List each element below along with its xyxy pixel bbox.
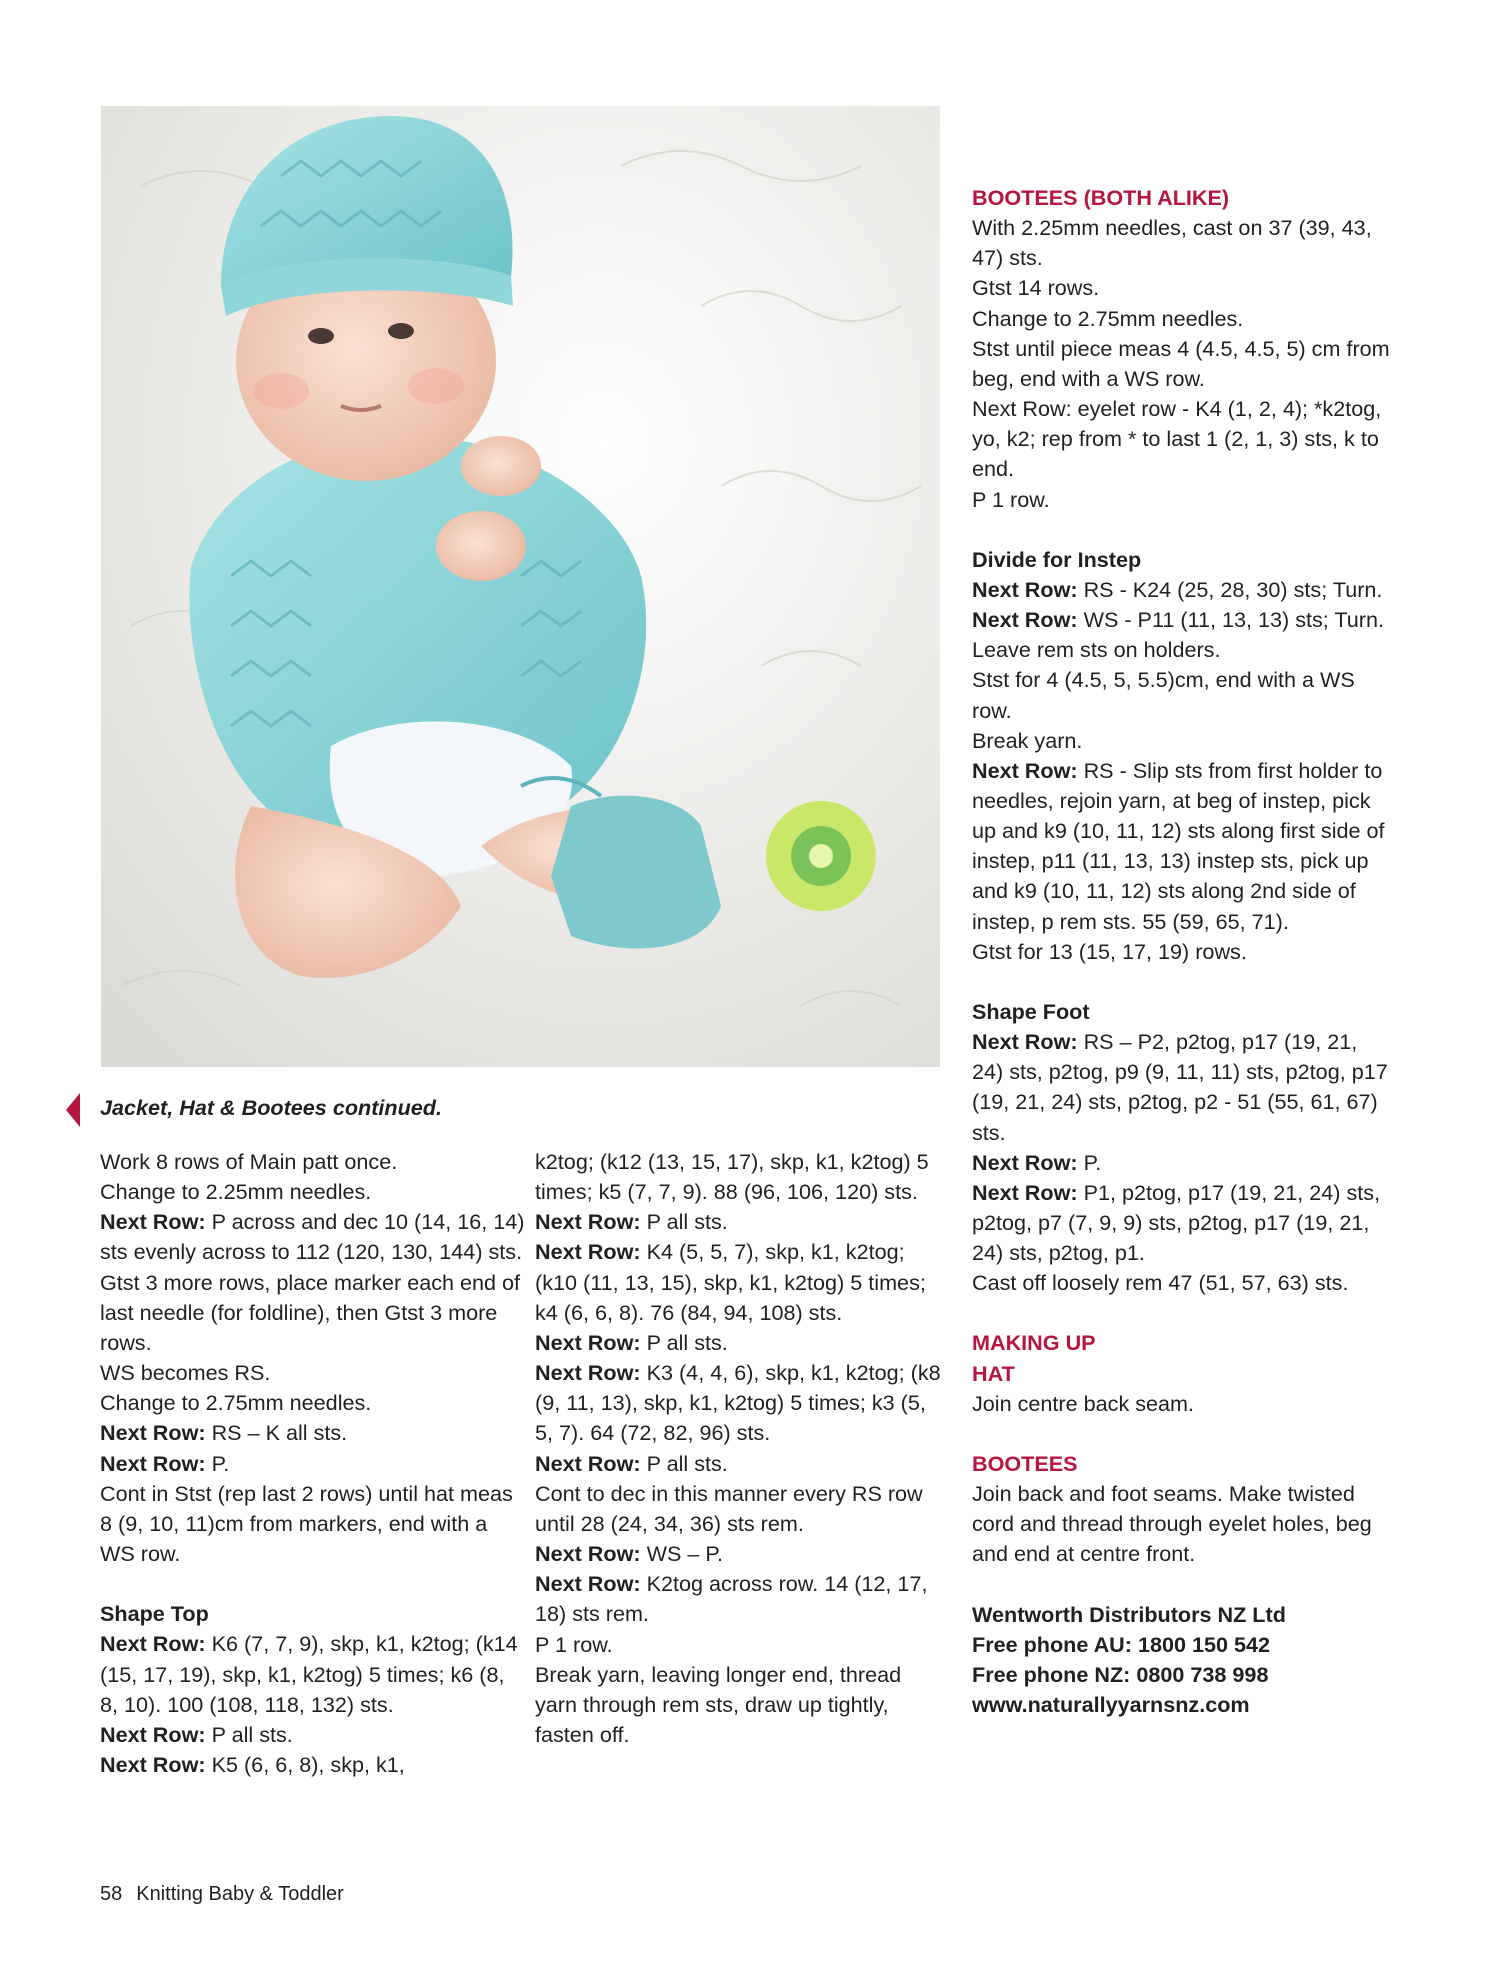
row-text: K3 (4, 4, 6), skp, k1, k2tog; (k8 (9, 11, 13), skp, k1, k2tog) 5 times; k3 (5, 5, 7). 64 (72, 82, 96) sts. [535,1360,941,1446]
instruction-row [535,1539,945,1569]
text-line: Change to 2.75mm needles. [972,305,1244,331]
column-1 [100,1147,525,1780]
row-text: P all sts. [205,1721,293,1747]
text-line: Gtst 3 more rows, place marker each end of last needle (for foldline), then Gtst 3 more rows. [100,1269,521,1355]
text-line: Next Row: eyelet row - K4 (1, 2, 4); *k2tog, yo, k2; rep from * to last 1 (2, 1, 3) sts, k to end. [972,396,1382,482]
row-text: RS – K all sts. [205,1420,348,1446]
instruction-row [100,1449,525,1479]
baby-illustration [101,106,940,1067]
row-label: Next Row: [100,1209,206,1235]
row-text: P all sts. [640,1209,728,1235]
row-label: Next Row: [972,1179,1078,1205]
row-text: WS – P. [640,1541,723,1567]
section-heading-making-up: MAKING UP [972,1330,1096,1356]
phone-nz: Free phone NZ: 0800 738 998 [972,1661,1269,1687]
row-label: Next Row: [535,1239,641,1265]
instruction-row [100,1207,525,1267]
row-text: P. [205,1450,230,1476]
text-line: Gtst for 13 (15, 17, 19) rows. [972,938,1247,964]
row-label: Next Row: [535,1329,641,1355]
instruction-row [972,605,1392,665]
page-footer [100,1880,344,1908]
row-label: Next Row: [535,1541,641,1567]
instruction-row [535,1237,945,1327]
section-heading-hat: HAT [972,1360,1015,1386]
row-label: Next Row: [100,1631,206,1657]
row-label: Next Row: [972,1029,1078,1055]
row-text: K4 (5, 5, 7), skp, k1, k2tog; (k10 (11, 13, 15), skp, k1, k2tog) 5 times; k4 (6, 6, 8). 76 (84, 94, 108) sts. [535,1239,926,1325]
row-text: P all sts. [640,1329,728,1355]
row-text: WS - P11 (11, 13, 13) sts; Turn. Leave rem sts on holders. [972,607,1385,663]
text-line: Stst for 4 (4.5, 5, 5.5)cm, end with a WS row. [972,667,1355,723]
text-line: With 2.25mm needles, cast on 37 (39, 43, 47) sts. [972,215,1372,271]
continued-title: Jacket, Hat & Bootees continued. [100,1095,442,1120]
text-line: Join centre back seam. [972,1390,1195,1416]
row-label: Next Row: [972,576,1078,602]
row-label: Next Row: [535,1209,641,1235]
row-label: Next Row: [100,1450,206,1476]
instruction-row [535,1328,945,1358]
row-text: K6 (7, 7, 9), skp, k1, k2tog; (k14 (15, 17, 19), skp, k1, k2tog) 5 times; k6 (8, 8, 10). 100 (108, 118, 132) sts. [100,1631,518,1717]
phone-au: Free phone AU: 1800 150 542 [972,1631,1271,1657]
text-line: k2tog; (k12 (13, 15, 17), skp, k1, k2tog) 5 times; k5 (7, 7, 9). 88 (96, 106, 120) sts. [535,1149,929,1205]
instruction-row [535,1569,945,1629]
instruction-row [100,1720,525,1750]
distributor-name: Wentworth Distributors NZ Ltd [972,1601,1286,1627]
row-label: Next Row: [535,1571,641,1597]
instruction-row [972,1178,1392,1268]
row-text: K2tog across row. 14 (12, 17, 18) sts rem. [535,1571,928,1627]
text-line: P 1 row. [972,486,1050,512]
text-line: Change to 2.25mm needles. [100,1179,372,1205]
instruction-row [535,1207,945,1237]
row-text: P. [1077,1149,1102,1175]
page-number: 58 [100,1883,123,1905]
column-2 [535,1147,945,1750]
row-label: Next Row: [100,1420,206,1446]
text-line: Cast off loosely rem 47 (51, 57, 63) sts. [972,1270,1349,1296]
column-3 [972,183,1392,1720]
section-heading-bootees: BOOTEES (BOTH ALIKE) [972,185,1230,210]
row-text: P1, p2tog, p17 (19, 21, 24) sts, p2tog, p7 (7, 9, 9) sts, p2tog, p17 (19, 21, 24) sts, p2tog, p1. [972,1179,1381,1266]
row-label: Next Row: [535,1360,641,1386]
row-label: Next Row: [100,1721,206,1747]
row-label: Next Row: [535,1450,641,1476]
text-line: Gtst 14 rows. [972,275,1100,301]
section-heading-bootees-making-up: BOOTEES [972,1450,1078,1476]
row-label: Next Row: [972,757,1078,783]
instruction-row [972,1148,1392,1178]
text-line: Cont in Stst (rep last 2 rows) until hat meas 8 (9, 10, 11)cm from markers, end with a WS row. [100,1480,513,1567]
instruction-row [535,1449,945,1479]
row-text: K5 (6, 6, 8), skp, k1, [205,1751,405,1777]
text-line: Stst until piece meas 4 (4.5, 4.5, 5) cm from beg, end with a WS row. [972,335,1390,391]
instruction-row [972,756,1392,937]
instruction-row [100,1418,525,1448]
row-text: P across and dec 10 (14, 16, 14) sts evenly across to 112 (120, 130, 144) sts. [100,1209,525,1265]
row-text: RS – P2, p2tog, p17 (19, 21, 24) sts, p2tog, p9 (9, 11, 11) sts, p2tog, p17 (19, 21, 24) sts, p2tog, p2 - 51 (55, 61, 67) sts. [972,1029,1388,1145]
baby-photo [101,106,940,1067]
instruction-row [972,1027,1392,1148]
section-heading-shape-foot: Shape Foot [972,998,1090,1024]
row-text: RS - Slip sts from first holder to needles, rejoin yarn, at beg of instep, pick up and k9 (10, 11, 12) sts along first side of instep, p11 (11, 13, 13) instep sts, pick up and k9 (10, 11, 12) sts along 2nd side of instep, p rem sts. 55 (59, 65, 71). [972,757,1385,934]
text-line: Break yarn. [972,727,1083,753]
row-text: P all sts. [640,1450,728,1476]
instruction-row [972,575,1392,605]
row-label: Next Row: [972,1149,1078,1175]
text-line: Change to 2.75mm needles. [100,1390,372,1416]
instruction-row [100,1750,525,1780]
text-line: Break yarn, leaving longer end, thread yarn through rem sts, draw up tightly, fasten off. [535,1661,902,1747]
instruction-row [100,1629,525,1719]
text-line: P 1 row. [535,1631,613,1657]
book-title: Knitting Baby & Toddler [136,1883,344,1905]
row-text: RS - K24 (25, 28, 30) sts; Turn. [1077,576,1383,602]
section-heading-shape-top: Shape Top [100,1601,209,1627]
continued-marker-icon [66,1093,80,1127]
section-heading-divide-instep: Divide for Instep [972,546,1142,572]
text-line: Join back and foot seams. Make twisted cord and thread through eyelet holes, beg and end at centre front. [972,1481,1372,1567]
text-line: Cont to dec in this manner every RS row until 28 (24, 34, 36) sts rem. [535,1480,923,1536]
website-link[interactable]: www.naturallyyarnsnz.com [972,1692,1250,1718]
instruction-row [535,1358,945,1448]
text-line: WS becomes RS. [100,1360,271,1386]
row-label: Next Row: [100,1751,206,1777]
row-label: Next Row: [972,607,1078,633]
text-line: Work 8 rows of Main patt once. [100,1149,398,1174]
